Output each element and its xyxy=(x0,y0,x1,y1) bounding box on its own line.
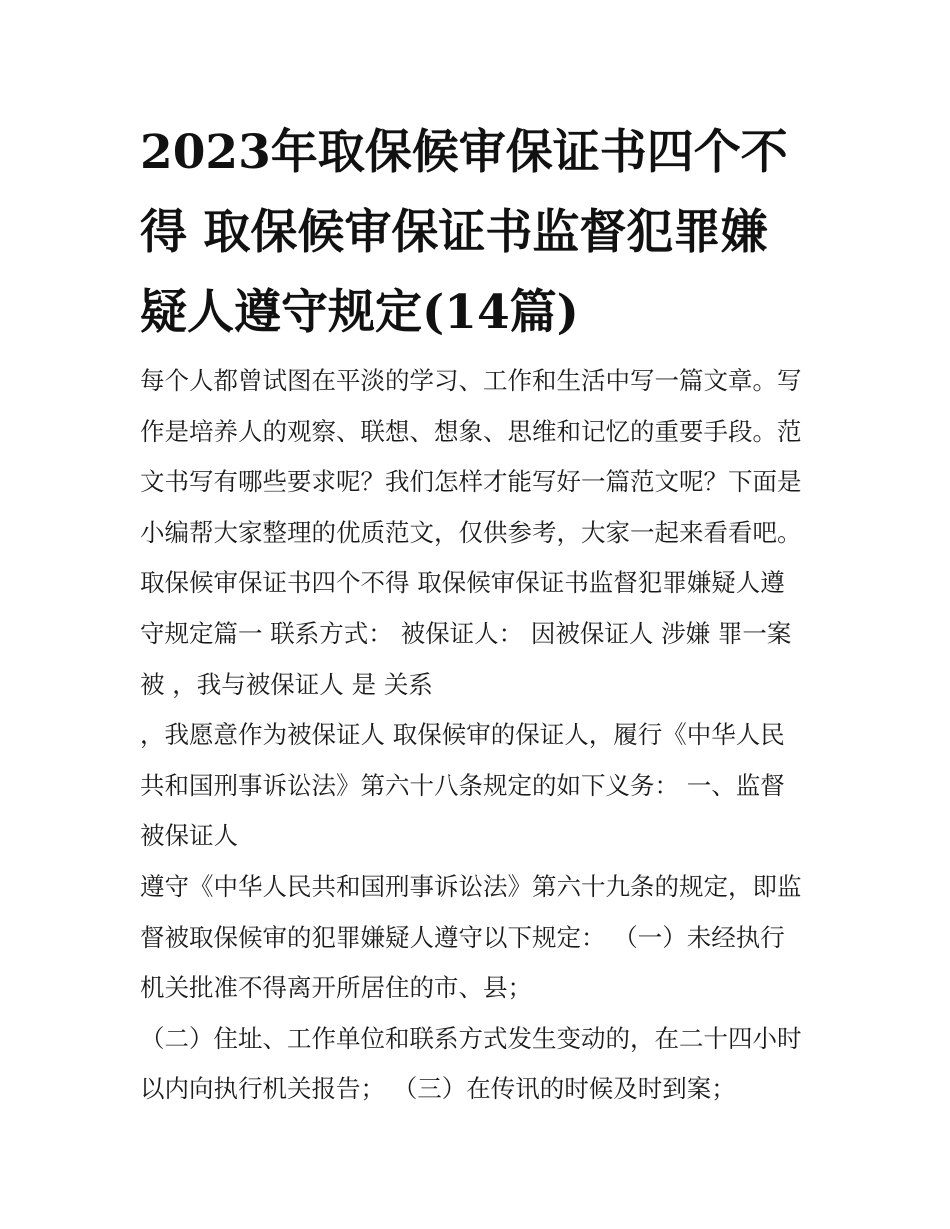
body-line: 以内向执行机关报告； （三）在传讯的时候及时到案； xyxy=(140,1074,736,1104)
body-line: ，我愿意作为被保证人 取保候审的保证人，履行《中华人民 xyxy=(140,720,785,750)
document-body xyxy=(140,356,830,1115)
body-line: 作是培养人的观察、联想、想象、思维和记忆的重要手段。范 xyxy=(140,416,802,446)
body-line: 文书写有哪些要求呢？我们怎样才能写好一篇范文呢？下面是 xyxy=(140,467,802,497)
body-line: 共和国刑事诉讼法》第六十八条规定的如下义务： 一、监督 xyxy=(140,770,785,800)
body-line: 遵守《中华人民共和国刑事诉讼法》第六十九条的规定，即监 xyxy=(140,871,802,901)
title-line: 得 取保候审保证书监督犯罪嫌 xyxy=(140,205,768,260)
body-line: 取保候审保证书四个不得 取保候审保证书监督犯罪嫌疑人遵 xyxy=(140,568,785,598)
body-line: 小编帮大家整理的优质范文，仅供参考，大家一起来看看吧。 xyxy=(140,517,802,547)
body-line: 守规定篇一 联系方式： 被保证人： 因被保证人 涉嫌 罪一案 xyxy=(140,618,792,648)
body-line: 被保证人 xyxy=(140,821,238,851)
title-line: 2023年取保候审保证书四个不 xyxy=(140,125,788,180)
title-line: 疑人遵守规定(14篇) xyxy=(140,285,579,340)
body-line: 每个人都曾试图在平淡的学习、工作和生活中写一篇文章。写 xyxy=(140,366,802,395)
document-title xyxy=(140,113,820,353)
body-line: 督被取保候审的犯罪嫌疑人遵守以下规定： （一）未经执行 xyxy=(140,922,785,952)
body-line: 被 ，我与被保证人 是 关系 xyxy=(140,669,433,699)
body-line: 机关批准不得离开所居住的市、县； xyxy=(140,973,532,1003)
body-line: （二）住址、工作单位和联系方式发生变动的，在二十四小时 xyxy=(140,1023,802,1053)
